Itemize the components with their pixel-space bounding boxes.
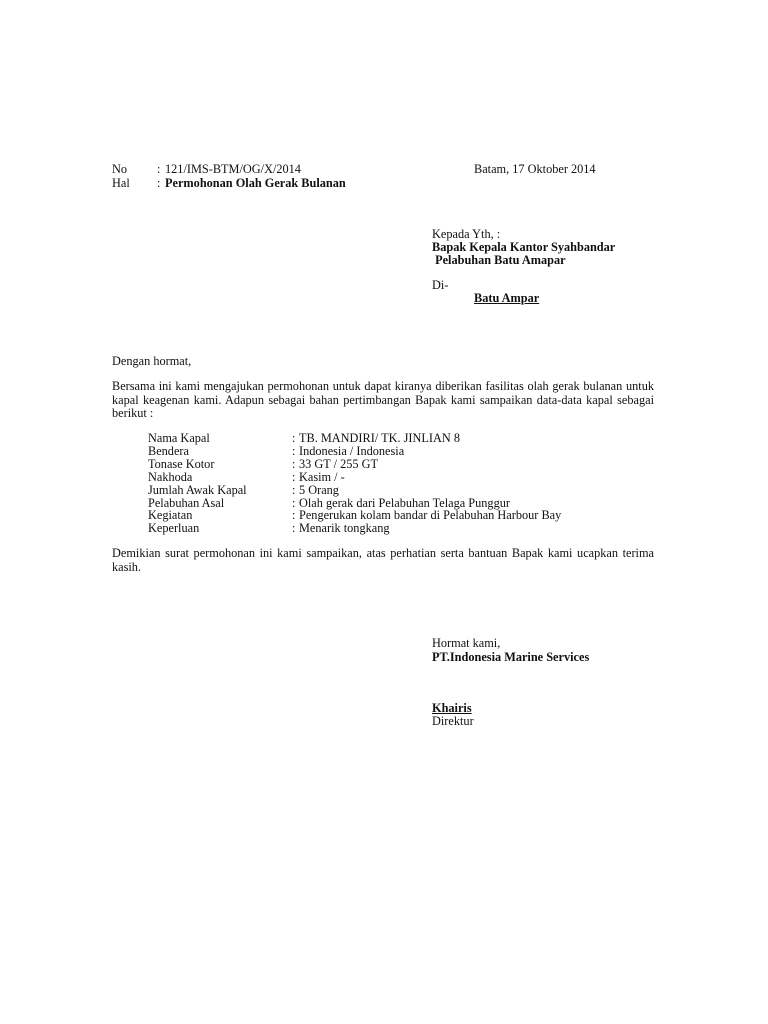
number-label: No — [112, 162, 128, 176]
detail-value: Menarik tongkang — [299, 521, 390, 536]
detail-value: 33 GT / 255 GT — [299, 456, 379, 471]
detail-colon: : — [292, 456, 296, 471]
detail-value: Olah gerak dari Pelabuhan Telaga Punggur — [299, 495, 510, 510]
subject-colon: : — [157, 176, 161, 190]
number-colon: : — [157, 162, 161, 176]
signatory-name: Khairis — [432, 701, 472, 715]
detail-value: Kasim / - — [299, 469, 345, 484]
detail-label: Jumlah Awak Kapal — [148, 482, 247, 497]
detail-label: Nakhoda — [148, 469, 193, 484]
detail-label: Pelabuhan Asal — [148, 495, 225, 510]
detail-colon: : — [292, 521, 296, 536]
recipient-di: Di- — [432, 278, 449, 292]
detail-row — [148, 445, 561, 458]
detail-row — [148, 432, 561, 445]
detail-colon: : — [292, 443, 296, 458]
detail-label: Tonase Kotor — [148, 456, 215, 471]
subject-label: Hal — [112, 176, 130, 190]
detail-row — [148, 458, 561, 471]
detail-colon: : — [292, 508, 296, 523]
intro-paragraph: Bersama ini kami mengajukan permohonan untuk dapat kiranya diberikan fasilitas olah gerak bulanan untuk kapal keagenan kami. Adapun sebagai bahan pertimbangan Bapak kami sampaikan data-data kapal sebagai berikut : — [112, 379, 654, 420]
detail-label: Nama Kapal — [148, 431, 210, 445]
detail-label: Keperluan — [148, 521, 200, 536]
subject-title: Permohonan Olah Gerak Bulanan — [165, 176, 346, 190]
letter-number: 121/IMS-BTM/OG/X/2014 — [165, 162, 301, 176]
detail-row — [148, 484, 561, 497]
place-date: Batam, 17 Oktober 2014 — [474, 162, 596, 176]
detail-value: 5 Orang — [299, 482, 339, 497]
detail-row — [148, 522, 561, 535]
detail-colon: : — [292, 495, 296, 510]
regards: Hormat kami, — [432, 636, 501, 650]
closing-paragraph: Demikian surat permohonan ini kami sampaikan, atas perhatian serta bantuan Bapak kami ucapkan terima kasih. — [112, 546, 654, 574]
detail-colon: : — [292, 469, 296, 484]
recipient-location: Batu Ampar — [474, 291, 540, 305]
detail-row — [148, 471, 561, 484]
detail-colon: : — [292, 482, 296, 497]
detail-value: Indonesia / Indonesia — [299, 443, 405, 458]
recipient-line-2: Pelabuhan Batu Amapar — [432, 253, 566, 267]
detail-value: Pengerukan kolam bandar di Pelabuhan Harbour Bay — [299, 508, 562, 523]
recipient-line-1: Bapak Kepala Kantor Syahbandar — [432, 240, 616, 254]
detail-value: TB. MANDIRI/ TK. JINLIAN 8 — [299, 431, 460, 445]
signatory-title: Direktur — [432, 714, 474, 728]
ship-details-table — [148, 432, 561, 535]
detail-colon: : — [292, 431, 296, 445]
detail-label: Kegiatan — [148, 508, 193, 523]
company-name: PT.Indonesia Marine Services — [432, 650, 590, 664]
salutation: Dengan hormat, — [112, 354, 192, 368]
recipient-greeting: Kepada Yth, : — [432, 227, 501, 241]
detail-label: Bendera — [148, 443, 189, 458]
